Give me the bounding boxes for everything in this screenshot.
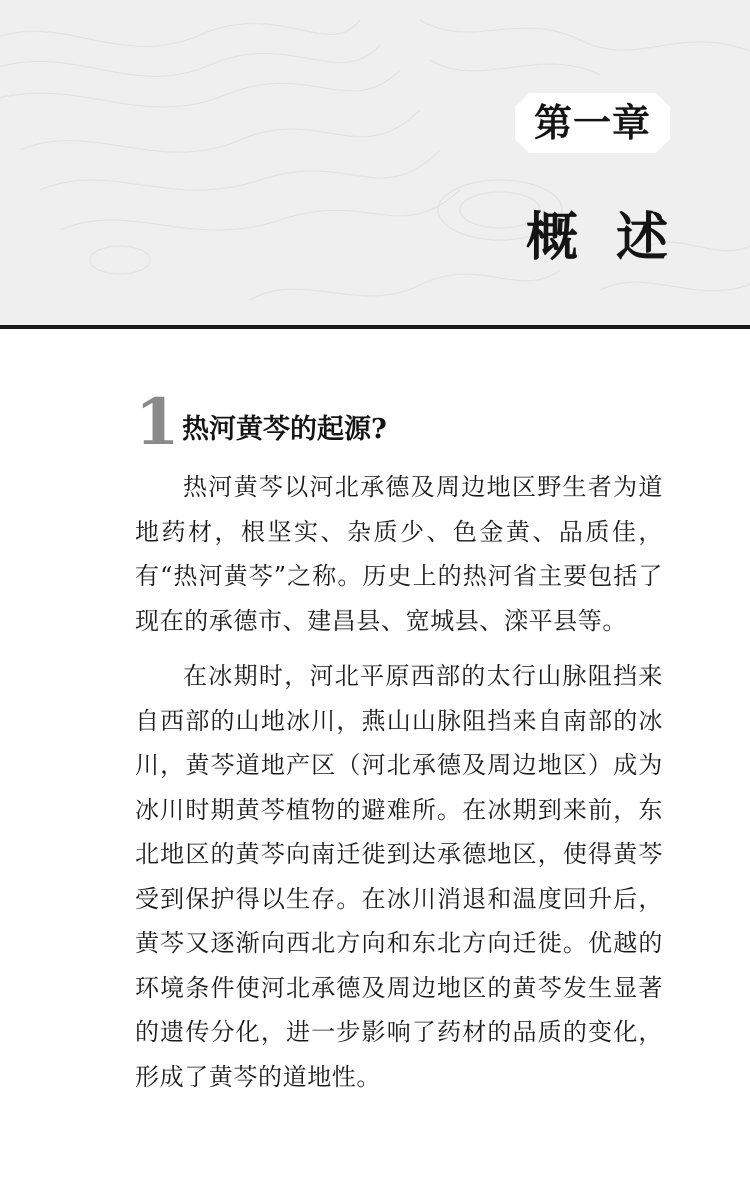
header-divider — [0, 325, 750, 329]
chapter-badge — [515, 93, 670, 153]
paragraph: 在冰期时，河北平原西部的太行山脉阻挡来自西部的山地冰川，燕山山脉阻挡来自南部的冰川，黄芩道地产区（河北承德及周边地区）成为冰川时期黄芩植物的避难所。在冰期到来前，东北地区的黄芩向南迁徙到达承德地区，使得黄芩受到保护得以生存。在冰川消退和温度回升后，黄芩又逐渐向西北方向和东北方向迁徙。优越的环境条件使河北承德及周边地区的黄芩发生显著的遗传分化，进一步影响了药材的品质的变化，形成了黄芩的道地性。 — [135, 662, 663, 1091]
section-heading: 热河黄芩的起源? — [182, 414, 387, 445]
paragraph: 热河黄芩以河北承德及周边地区野生者为道地药材，根坚实、杂质少、色金黄、品质佳，有“热河黄芩”之称。历史上的热河省主要包括了现在的承德市、建昌县、宽城县、滦平县等。 — [135, 473, 663, 635]
section-number: 1 — [135, 385, 180, 460]
chapter-title: 概述 — [525, 207, 706, 268]
chapter-label: 第一章 — [533, 100, 651, 145]
section-body — [135, 465, 663, 1099]
contour-pattern — [0, 0, 750, 325]
chapter-header — [0, 0, 750, 325]
